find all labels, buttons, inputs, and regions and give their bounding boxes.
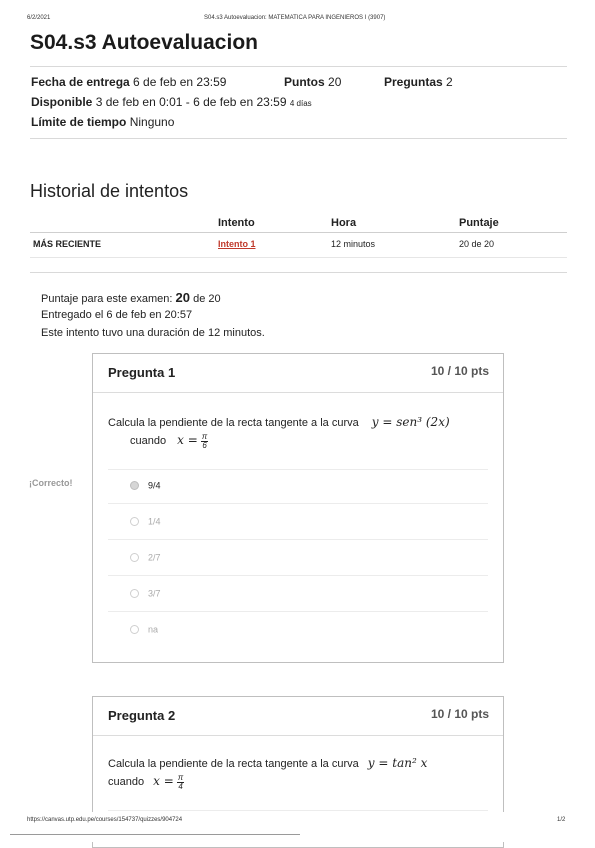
row-score: 20 de 20 xyxy=(459,239,495,249)
radio-button xyxy=(130,553,139,562)
print-date: 6/2/2021 xyxy=(27,15,51,21)
answer-option xyxy=(130,516,161,527)
question-1 xyxy=(92,353,504,663)
attempt-link[interactable]: Intento 1 xyxy=(218,239,256,249)
points-value: 20 xyxy=(328,75,342,89)
submitted-text: Entregado el 6 de feb en 20:57 xyxy=(41,309,193,321)
print-doc-title: S04.s3 Autoevaluacion: MATEMATICA PARA INGENIEROS I (3907) xyxy=(204,15,386,21)
answer-option xyxy=(130,480,161,491)
condition-fraction xyxy=(177,774,184,791)
option-label: 9/4 xyxy=(148,480,161,491)
answer-option xyxy=(130,624,158,635)
score-suffix: de 20 xyxy=(193,293,221,305)
fraction-numerator: π xyxy=(201,431,208,441)
question-points: 10 / 10 pts xyxy=(430,707,489,721)
question-condition xyxy=(130,432,208,450)
option-label: na xyxy=(148,624,159,635)
fraction-denominator: 4 xyxy=(178,781,183,791)
radio-button xyxy=(130,589,139,598)
condition-word: cuando xyxy=(130,435,167,447)
score-prefix: Puntaje para este examen: xyxy=(41,293,173,305)
question-formula: y = tan² x xyxy=(367,756,428,770)
divider xyxy=(30,272,567,273)
col-attempt: Intento xyxy=(218,217,255,229)
time-limit-label: Límite de tiempo xyxy=(31,115,127,129)
condition-var: x = xyxy=(177,433,198,447)
table-divider xyxy=(30,232,567,233)
available-label: Disponible xyxy=(31,95,93,109)
due-date xyxy=(31,75,226,89)
question-prompt: Calcula la pendiente de la recta tangente a la curva xyxy=(108,758,359,770)
time-limit-value: Ninguno xyxy=(129,115,175,129)
options-divider xyxy=(108,810,488,811)
col-time: Hora xyxy=(331,217,357,229)
score-value: 20 xyxy=(175,290,191,305)
fraction-denominator: 6 xyxy=(202,440,207,450)
correct-label: ¡Correcto! xyxy=(29,478,73,488)
question-title: Pregunta 2 xyxy=(108,708,176,723)
divider xyxy=(30,138,567,139)
available-days: 4 días xyxy=(289,99,312,108)
due-value: 6 de feb en 23:59 xyxy=(133,75,227,89)
options-divider xyxy=(108,469,488,470)
option-divider xyxy=(108,611,488,612)
question-prompt: Calcula la pendiente de la recta tangente a la curva xyxy=(108,417,359,429)
history-heading: Historial de intentos xyxy=(30,181,189,201)
availability xyxy=(31,95,312,109)
available-value: 3 de feb en 0:01 - 6 de feb en 23:59 xyxy=(95,95,287,109)
questions-label: Preguntas xyxy=(384,75,443,89)
answer-option xyxy=(130,588,161,599)
duration-text: Este intento tuvo una duración de 12 minutos. xyxy=(41,327,265,339)
question-text xyxy=(108,755,427,772)
question-title: Pregunta 1 xyxy=(108,365,176,380)
points-label: Puntos xyxy=(284,75,325,89)
question-header xyxy=(93,697,503,736)
option-label: 2/7 xyxy=(148,552,161,563)
question-header xyxy=(93,354,503,393)
answer-option xyxy=(130,552,161,563)
questions-value: 2 xyxy=(446,75,453,89)
row-label: MÁS RECIENTE xyxy=(33,239,102,249)
option-label: 3/7 xyxy=(148,588,161,599)
option-divider xyxy=(108,503,488,504)
time-limit xyxy=(31,115,174,129)
fraction-numerator: π xyxy=(177,772,184,782)
condition-var: x = xyxy=(153,774,174,788)
radio-button xyxy=(130,517,139,526)
footer-url: https://canvas.utp.edu.pe/courses/154737/quizzes/904724 xyxy=(27,817,183,823)
footer-page: 1/2 xyxy=(557,817,566,823)
points xyxy=(284,75,341,89)
table-divider xyxy=(30,257,567,258)
question-condition xyxy=(108,773,184,791)
due-label: Fecha de entrega xyxy=(31,75,130,89)
radio-button xyxy=(130,625,139,634)
option-divider xyxy=(108,575,488,576)
col-score: Puntaje xyxy=(459,217,499,229)
exam-score xyxy=(41,290,221,305)
option-label: 1/4 xyxy=(148,516,161,527)
condition-word: cuando xyxy=(108,776,145,788)
condition-fraction xyxy=(201,433,208,450)
question-points: 10 / 10 pts xyxy=(430,364,489,378)
question-formula: y = sen³ (2x) xyxy=(371,415,450,429)
page-title: S04.s3 Autoevaluacion xyxy=(30,31,258,54)
radio-button xyxy=(130,481,139,490)
divider xyxy=(30,66,567,67)
option-divider xyxy=(108,539,488,540)
page-edge-line xyxy=(10,834,300,835)
question-text xyxy=(108,414,450,431)
row-time: 12 minutos xyxy=(331,239,376,249)
questions-count xyxy=(384,75,453,89)
